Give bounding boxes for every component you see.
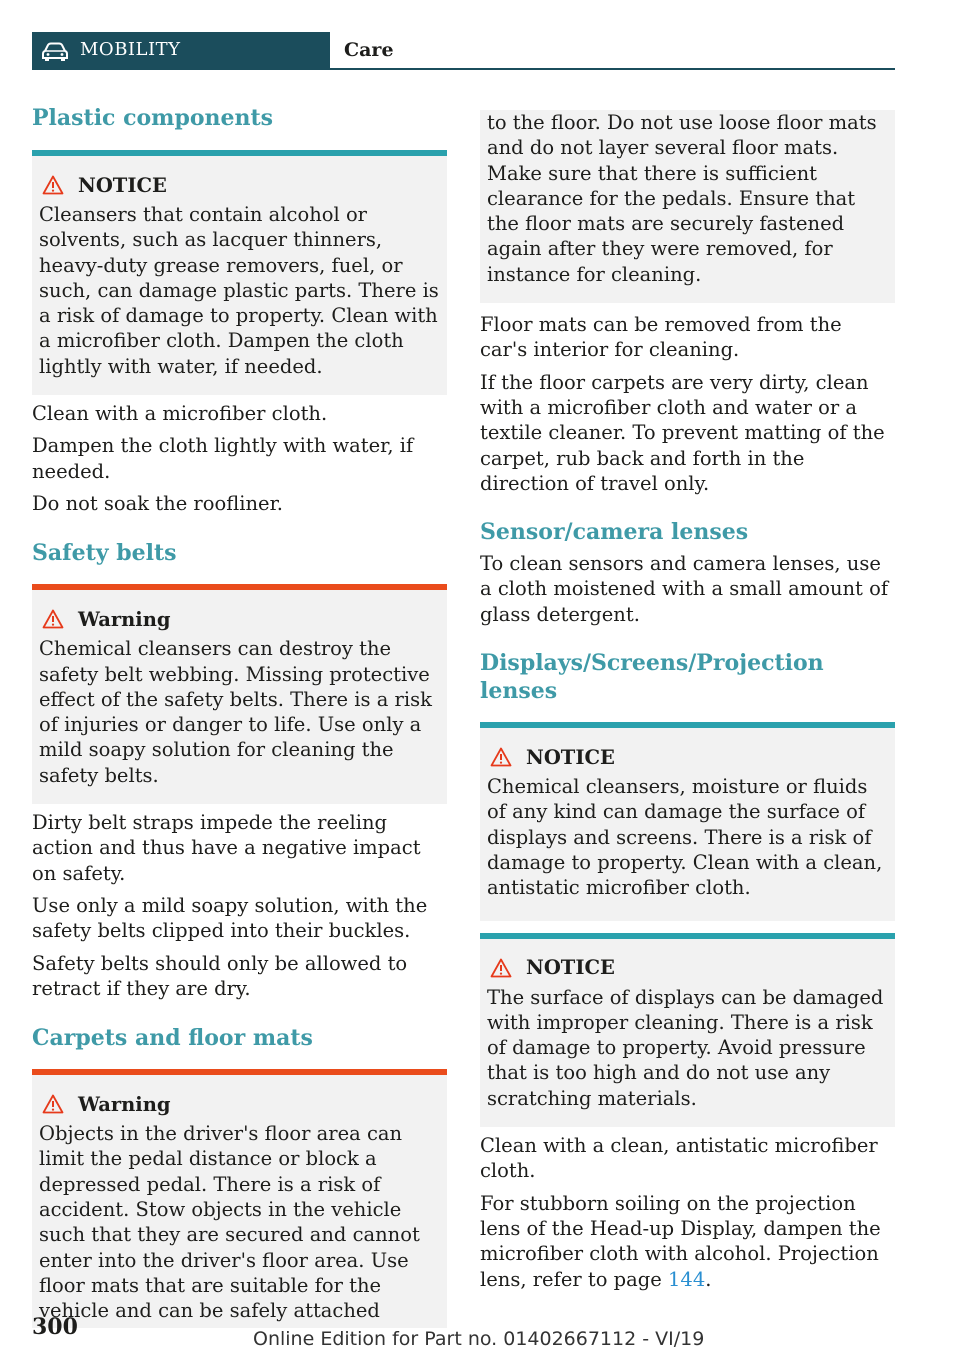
left-column — [32, 104, 447, 1328]
heading-safety-belts: Safety belts — [32, 540, 177, 567]
paragraph: Safety belts should only be allowed to retract if they are dry. — [32, 951, 408, 1000]
paragraph: To clean sensors and camera lenses, use a cloth moistened with a small amount of glass detergent. — [480, 552, 889, 626]
edition-footer: Online Edition for Part no. 01402667112 - VI/19 — [253, 1328, 705, 1350]
warning-title — [39, 604, 440, 634]
warning-box-belts — [32, 584, 447, 804]
notice-box-plastic — [32, 150, 447, 395]
paragraph: If the floor carpets are very dirty, clean with a microfiber cloth and water or a textile cleaner. To prevent matting of the carpet, rub back and forth in the direction of travel only. — [480, 370, 885, 495]
paragraph: Do not soak the roofliner. — [32, 491, 283, 515]
warning-text: Objects in the driver's floor area can limit the pedal distance or block a depressed pedal. There is a risk of accident. Stow objects in the vehicle such that they are secured and cannot enter into the driver's floor area. Use floor mats that are suitable for the vehicle and can be safely attached — [39, 1122, 420, 1323]
heading-displays-screens: Displays/Screens/Projection lenses — [480, 650, 824, 705]
paragraph — [480, 1191, 895, 1292]
notice-title-text: NOTICE — [78, 173, 167, 197]
warning-triangle-icon — [490, 958, 512, 978]
chapter-title: MOBILITY — [80, 39, 181, 60]
paragraph: Clean with a clean, antistatic microfiber cloth. — [480, 1134, 878, 1183]
heading-carpets-floor-mats: Carpets and floor mats — [32, 1025, 313, 1052]
notice-text: Cleansers that contain alcohol or solvents, such as lacquer thinners, heavy-duty grease removers, fuel, or such, can damage plastic parts. There is a risk of damage to property. Clean with a microfiber cloth. Dampen the cloth lightly with water, if needed. — [39, 203, 439, 378]
page-reference-link[interactable]: 144 — [668, 1267, 706, 1291]
chapter-tab — [32, 32, 330, 70]
paragraph: Dampen the cloth lightly with water, if needed. — [32, 434, 414, 483]
page-header — [32, 32, 895, 70]
paragraph: Dirty belt straps impede the reeling action and thus have a negative impact on safety. — [32, 811, 421, 885]
warning-bar — [32, 584, 447, 590]
section-title: Care — [344, 39, 394, 61]
notice-text: Chemical cleansers, moisture or fluids of any kind can damage the surface of displays and screens. There is a risk of damage to property. Clean with a clean, antistatic microfiber cloth. — [487, 775, 883, 900]
warning-triangle-icon — [42, 609, 64, 629]
warning-text-continued: to the floor. Do not use loose floor mats and do not layer several floor mats. Make sure that there is sufficient clearance for the pedals. Ensure that the floor mats are securely fastened again after they were removed, for instance for cleaning. — [487, 111, 877, 286]
warning-box-continued — [480, 110, 895, 303]
warning-title-text: Warning — [78, 607, 171, 631]
heading-sensor-camera-lenses: Sensor/camera lenses — [480, 519, 749, 546]
car-icon — [41, 42, 69, 62]
warning-triangle-icon — [490, 747, 512, 767]
header-rule — [330, 68, 895, 70]
paragraph: Clean with a microfiber cloth. — [32, 402, 328, 426]
right-column — [480, 110, 895, 1292]
warning-triangle-icon — [42, 175, 64, 195]
warning-triangle-icon — [42, 1094, 64, 1114]
notice-bar — [32, 150, 447, 156]
notice-title — [487, 742, 888, 772]
heading-plastic-components: Plastic components — [32, 105, 274, 131]
notice-title-text: NOTICE — [526, 745, 615, 769]
warning-text: Chemical cleansers can destroy the safety belt webbing. Missing protective effect of the safety belts. There is a risk of injuries or danger to life. Use only a mild soapy solution for cleaning the safety belts. — [39, 637, 432, 787]
paragraph-end: . — [705, 1267, 712, 1291]
notice-box-displays-1 — [480, 722, 895, 920]
page-number: 300 — [32, 1314, 78, 1340]
warning-title-text: Warning — [78, 1092, 171, 1116]
notice-title — [487, 953, 888, 983]
warning-bar — [32, 1069, 447, 1075]
notice-text: The surface of displays can be damaged with improper cleaning. There is a risk of damage to property. Avoid pressure that is too high and do not use any scratching materials. — [487, 985, 884, 1110]
paragraph: Floor mats can be removed from the car's interior for cleaning. — [480, 313, 842, 362]
paragraph: Use only a mild soapy solution, with the safety belts clipped into their buckles. — [32, 893, 428, 943]
warning-box-carpets — [32, 1069, 447, 1327]
paragraph-text: For stubborn soiling on the projection lens of the Head-up Display, dampen the microfiber cloth with alcohol. Projection lens, refer to page — [480, 1191, 881, 1291]
notice-box-displays-2 — [480, 933, 895, 1127]
notice-bar — [480, 722, 895, 728]
notice-title — [39, 170, 440, 200]
notice-title-text: NOTICE — [526, 956, 615, 980]
notice-bar — [480, 933, 895, 939]
warning-title — [39, 1089, 440, 1119]
